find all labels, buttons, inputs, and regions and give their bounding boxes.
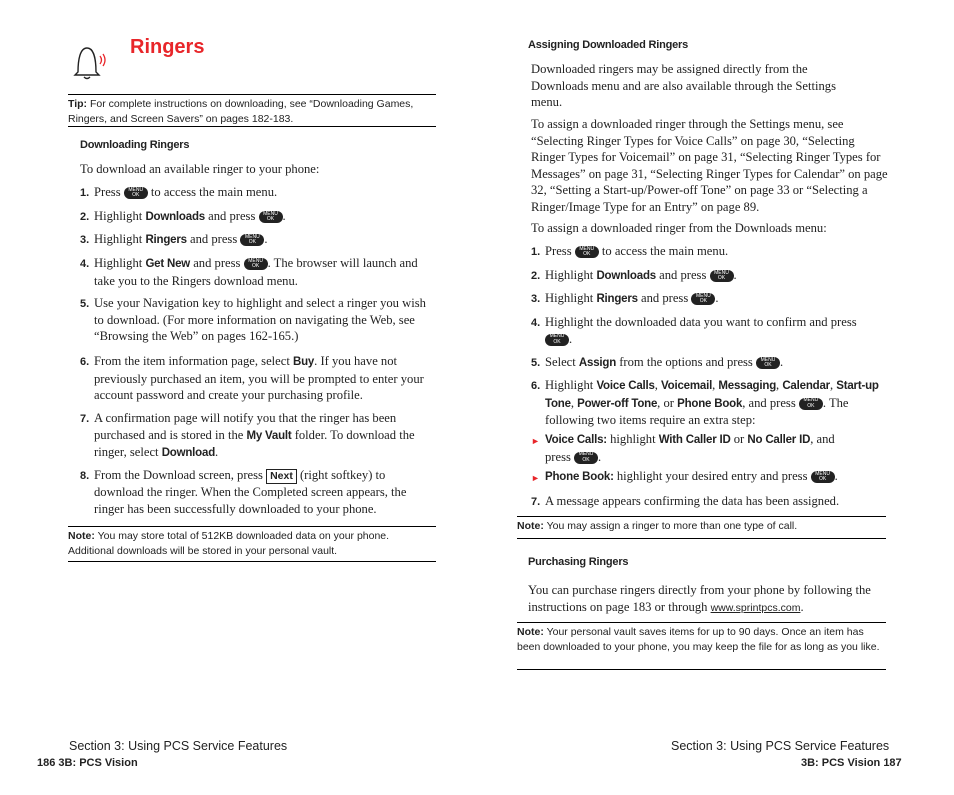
step-text: . The following two items require an extra step:: [545, 395, 849, 427]
bullet-phone-book: [531, 468, 889, 487]
step-text: , or: [657, 395, 678, 410]
tip-box: [68, 94, 436, 127]
bell-icon: [70, 42, 106, 82]
step-number: 5.: [80, 298, 90, 310]
step-text: .: [780, 355, 784, 369]
step-text: . The browser will launch and take you to the Ringers download menu.: [94, 256, 418, 288]
right-page: [477, 0, 954, 795]
step-number: 7.: [531, 496, 541, 508]
step-text: A confirmation page will notify you that the ringer has been purchased and is stored in the: [94, 411, 397, 442]
step-number: 2.: [80, 211, 90, 223]
key-term: Phone Book: [677, 397, 743, 410]
menu-ok-key-icon: MENU OK: [710, 270, 734, 282]
note-label: Note:: [517, 520, 544, 532]
key-term: Get New: [145, 258, 191, 270]
purchase-text: You can purchase ringers directly from your phone by following the instructions on page 183 or through: [528, 583, 871, 614]
step-5: [80, 295, 430, 345]
note-box-assign: [517, 516, 886, 539]
menu-ok-key-icon: MENU OK: [575, 246, 599, 258]
section-heading-purchasing: Purchasing Ringers: [528, 556, 629, 568]
bullet-text: , and press: [545, 432, 835, 464]
bullet-text: highlight: [606, 432, 659, 446]
key-term: Downloads: [596, 270, 656, 282]
step-number: 4.: [531, 317, 541, 329]
menu-ok-key-icon: MENU OK: [756, 357, 780, 369]
step-text: Press: [94, 185, 124, 199]
menu-ok-key-icon: MENU OK: [574, 452, 598, 464]
intro-text: To download an available ringer to your phone:: [80, 162, 320, 176]
step-text: and press: [655, 268, 710, 282]
menu-ok-key-icon: MENU OK: [799, 398, 823, 410]
step-body: [545, 377, 889, 429]
step-number: 3.: [80, 234, 90, 246]
assign-step-3: [531, 290, 889, 308]
step-text: to access the main menu.: [147, 185, 278, 199]
step-2: [80, 208, 430, 226]
step-text: Highlight: [94, 232, 146, 246]
step-7: [80, 410, 430, 462]
step-text: Highlight: [545, 268, 597, 282]
key-term: Voice Calls:: [545, 434, 607, 446]
step-body: [94, 353, 430, 404]
menu-ok-key-icon: MENU OK: [811, 471, 835, 483]
bullet-text: .: [834, 469, 838, 483]
footer-page-number: 3B: PCS Vision 187: [801, 757, 902, 769]
menu-ok-key-icon: MENU OK: [240, 234, 264, 246]
assign-step-5: [531, 354, 889, 372]
step-body: [545, 267, 889, 285]
section-heading-assigning: Assigning Downloaded Ringers: [528, 39, 689, 51]
step-text: Highlight the downloaded data you want to confirm and press: [545, 315, 857, 329]
footer-page-number: 186 3B: PCS Vision: [37, 757, 138, 769]
step-text: , and press: [742, 395, 799, 410]
key-term: Buy: [293, 356, 315, 368]
bullet-voice-calls: [531, 431, 851, 465]
key-term: Voicemail: [661, 380, 713, 392]
step-text: ,: [829, 378, 837, 392]
note-text: You may assign a ringer to more than one type of call.: [543, 520, 798, 532]
step-text: Highlight: [94, 209, 146, 223]
step-number: 5.: [531, 357, 541, 369]
key-term: Assign: [578, 357, 617, 369]
step-body: [94, 255, 430, 289]
step-text: ,: [654, 378, 662, 392]
tip-text: For complete instructions on downloading, see “Downloading Games, Ringers, and Screen Savers” on pages 182-183.: [68, 98, 414, 125]
menu-ok-key-icon: MENU OK: [259, 211, 283, 223]
key-term: Power-off Tone: [577, 397, 658, 410]
menu-ok-key-icon: MENU OK: [244, 258, 268, 270]
note-text: Your personal vault saves items for up to 90 days. Once an item has been downloaded to your phone, you may keep the file for as long as you like.: [517, 626, 880, 653]
step-text: and press: [186, 232, 241, 246]
step-text: ,: [776, 378, 783, 392]
step-body: [545, 314, 871, 347]
step-text: .: [569, 331, 573, 346]
step-body: [94, 184, 430, 202]
step-text: From the item information page, select: [94, 354, 293, 368]
assign-paragraph-2: To assign a downloaded ringer through the Settings menu, see “Selecting Ringer Types for Voice Calls” on page 30, “Selecting Ringer Types for Voicemail” on page 31, “Selecting Ringer Types for Messages” on page 31, “Selecting Ringer Types for Calendar” on page 32, “Setting a Start-up/Power-off Tone” on page 33 or “Selecting a Ringer/Image Type for an Entry” on page 89.: [531, 117, 888, 214]
key-term: Ringers: [145, 234, 187, 246]
key-term: Start-up Tone: [545, 380, 879, 410]
assign-step-2: [531, 267, 889, 285]
menu-ok-key-icon: MENU OK: [545, 334, 569, 346]
step-number: 6.: [80, 356, 90, 368]
key-term: Voice Calls: [596, 380, 655, 392]
bullet-body: [545, 431, 851, 465]
sprintpcs-link[interactable]: www.sprintpcs.com: [710, 601, 801, 614]
step-number: 2.: [531, 270, 541, 282]
step-text: (right softkey) to download the ringer. When the Completed screen appears, the ringer has been successfully downloaded to your phone.: [94, 468, 407, 516]
assign-step-1: [531, 243, 889, 261]
step-text: to access the main menu.: [598, 244, 729, 258]
step-text: and press: [204, 209, 259, 223]
assign-step-4: [531, 314, 871, 347]
key-term: Phone Book:: [545, 471, 614, 483]
red-arrow-bullet-icon: ►: [531, 473, 540, 483]
note-box-vault: [517, 622, 886, 670]
step-text: Highlight: [94, 256, 146, 270]
step-text: from the options and press: [616, 355, 756, 369]
key-term: No Caller ID: [747, 434, 811, 446]
page-title: Ringers: [130, 36, 205, 58]
step-number: 1.: [80, 187, 90, 199]
step-6: [80, 353, 430, 404]
red-arrow-bullet-icon: ►: [531, 436, 540, 446]
note-box: [68, 526, 436, 562]
step-number: 1.: [531, 246, 541, 258]
step-body: [545, 290, 889, 308]
assign-paragraph-1: Downloaded ringers may be assigned directly from the Downloads menu and are also available through the Settings menu.: [531, 62, 836, 109]
menu-ok-key-icon: MENU OK: [124, 187, 148, 199]
step-text: ,: [570, 395, 578, 410]
step-number: 7.: [80, 413, 90, 425]
step-1: [80, 184, 430, 202]
footer-section-title: Section 3: Using PCS Service Features: [671, 739, 890, 753]
footer-section-title: Section 3: Using PCS Service Features: [69, 739, 288, 753]
step-text: folder. To download the ringer, select: [94, 427, 415, 459]
step-text: Press: [545, 244, 575, 258]
step-body: [94, 231, 430, 249]
step-number: 4.: [80, 258, 90, 270]
section-heading-downloading: Downloading Ringers: [80, 139, 190, 151]
step-text: . If you have not previously purchased an item, you will be prompted to enter your account password and create your purchasing profile.: [94, 354, 424, 402]
step-body: [545, 243, 889, 261]
step-number: 6.: [531, 380, 541, 392]
assign-paragraph-3: To assign a downloaded ringer from the Downloads menu:: [531, 221, 827, 235]
bullet-text: .: [598, 449, 602, 464]
purchase-text: .: [800, 599, 804, 614]
bullet-body: [545, 468, 838, 487]
note-text: You may store total of 512KB downloaded data on your phone. Additional downloads will be stored in your personal vault.: [68, 530, 390, 557]
step-3: [80, 231, 430, 249]
key-term: My Vault: [246, 429, 292, 442]
menu-ok-key-icon: MENU OK: [691, 293, 715, 305]
assign-step-6: [531, 377, 889, 429]
step-text: .: [715, 291, 719, 305]
step-body: A message appears confirming the data has been assigned.: [545, 494, 840, 508]
bullet-text: highlight your desired entry and press: [613, 469, 811, 483]
step-text: and press: [637, 291, 692, 305]
step-body: [94, 410, 430, 462]
step-text: Highlight: [545, 378, 597, 392]
step-4: [80, 255, 430, 289]
step-text: Select: [545, 355, 579, 369]
step-text: .: [282, 209, 286, 223]
key-term: Downloads: [145, 211, 205, 223]
step-body: [545, 354, 889, 372]
step-body: Use your Navigation key to highlight and select a ringer you wish to download. (For more information on navigating the Web, see “Browsing the Web” on pages 162-165.): [94, 296, 426, 343]
bullet-text: or: [730, 432, 748, 446]
key-term: Messaging: [718, 380, 777, 392]
step-body: [94, 208, 430, 226]
step-8: [80, 467, 430, 517]
note-label: Note:: [68, 530, 95, 542]
step-text: .: [215, 445, 219, 459]
next-softkey-label: Next: [266, 469, 297, 484]
key-term: Calendar: [782, 380, 830, 392]
step-number: 8.: [80, 470, 90, 482]
step-text: From the Download screen, press: [94, 468, 267, 482]
step-text: .: [733, 268, 737, 282]
step-text: and press: [190, 256, 244, 270]
step-body: [94, 467, 430, 517]
step-text: ,: [712, 378, 719, 392]
key-term: With Caller ID: [658, 434, 731, 446]
tip-label: Tip:: [68, 98, 88, 110]
key-term: Download: [161, 447, 216, 459]
note-label: Note:: [517, 626, 544, 638]
assign-step-7: [531, 493, 889, 511]
key-term: Ringers: [596, 293, 638, 305]
purchase-paragraph: [528, 582, 888, 616]
step-number: 3.: [531, 293, 541, 305]
step-text: .: [264, 232, 268, 246]
step-text: Highlight: [545, 291, 597, 305]
